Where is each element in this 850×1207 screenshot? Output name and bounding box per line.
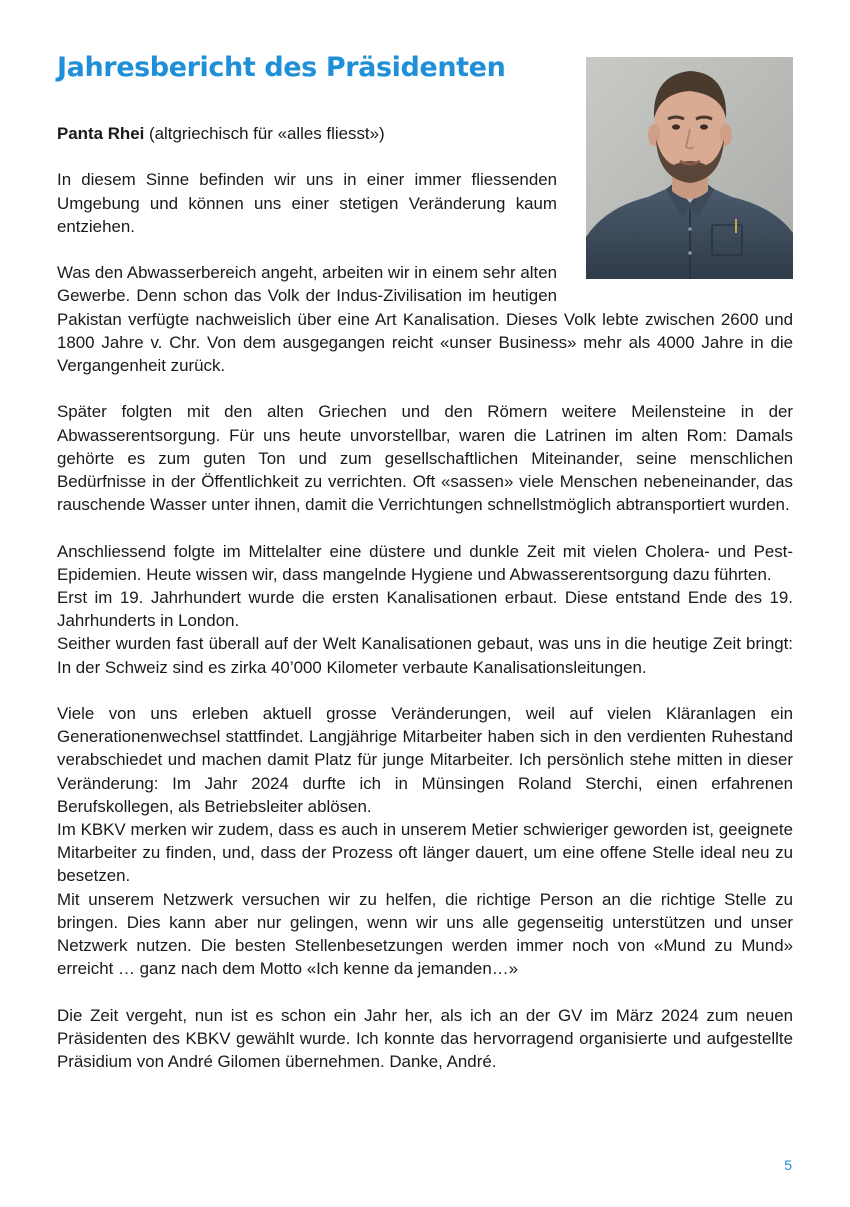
paragraph-8: Im KBKV merken wir zudem, dass es auch in unserem Metier schwieriger geworden ist, geeignete Mitarbeiter zu finden, und, dass der Prozess oft länger dauert, um eine offene Stelle ideal neu zu besetzen. bbox=[57, 820, 793, 886]
photo-spacer bbox=[557, 122, 793, 292]
paragraph-1: In diesem Sinne befinden wir uns in einer immer fliessenden Umgebung und können uns einer stetigen Veränderung kaum entziehen. bbox=[57, 170, 557, 236]
paragraph-2: Was den Abwasserbereich angeht, arbeiten wir in einem sehr alten Gewerbe. Denn schon das Volk der Indus-Zivilisation im heutigen Pakistan verfügte nachweislich über eine Art Kanalisation. Dieses Volk lebte zwischen 2600 und 1800 Jahre v. Chr. Von dem ausgegangen reicht «unser Business» mehr als 4000 Jahre in die Vergangenheit zurück. bbox=[57, 263, 793, 375]
paragraph-9: Mit unserem Netzwerk versuchen wir zu helfen, die richtige Person an die richtige Stelle zu bringen. Dies kann aber nur gelingen, wenn wir uns alle gegenseitig unterstützen und unser Netzwerk nutzen. Die besten Stellenbesetzungen werden immer noch von «Mund zu Mund» erreicht … ganz nach dem Motto «Ich kenne da jemanden…» bbox=[57, 889, 793, 979]
lead-strong: Panta Rhei bbox=[57, 124, 145, 143]
paragraph-6: Seither wurden fast überall auf der Welt Kanalisationen gebaut, was uns in die heutige Zeit bringt: In der Schweiz sind es zirka 40’000 Kilometer verbaute Kanalisationsleitungen. bbox=[57, 634, 793, 677]
report-body bbox=[57, 122, 793, 1073]
paragraph-4: Anschliessend folgte im Mittelalter eine düstere und dunkle Zeit mit vielen Cholera- und Pest-Epidemien. Heute wissen wir, dass mangelnde Hygiene und Abwasserentsorgung dazu führten. bbox=[57, 541, 793, 584]
page-number: 5 bbox=[784, 1157, 792, 1173]
paragraph-3: Später folgten mit den alten Griechen und den Römern weitere Meilensteine in der Abwasserentsorgung. Für uns heute unvorstellbar, waren die Latrinen im alten Rom: Damals gehörte es zum guten Ton und zum gesellschaftlichen Miteinander, seine menschlichen Bedürfnisse in der Öffentlichkeit zu verrichten. Oft «sassen» viele Menschen nebeneinander, das rauschende Wasser unter ihnen, damit die Verrichtungen schnellstmöglich abtransportiert wurden. bbox=[57, 402, 793, 515]
page-title: Jahresbericht des Präsidenten bbox=[57, 52, 506, 83]
paragraph-10: Die Zeit vergeht, nun ist es schon ein Jahr her, als ich an der GV im März 2024 zum neuen Präsidenten des KBKV gewählt wurde. Ich konnte das hervorragend organisierte und aufgestellte Präsidium von André Gilomen übernehmen. Danke, André. bbox=[57, 1005, 793, 1072]
lead-rest: (altgriechisch für «alles fliesst») bbox=[144, 124, 385, 143]
paragraph-7: Viele von uns erleben aktuell grosse Veränderungen, weil auf vielen Kläranlagen ein Generationenwechsel stattfindet. Langjährige Mitarbeiter haben sich in den verdienten Ruhestand verabschiedet und machen damit Platz für junge Mitarbeiter. Ich persönlich stehe mitten in dieser Veränderung: Im Jahr 2024 durfte ich in Münsingen Roland Sterchi, einen erfahrenen Berufskollegen, als Betriebsleiter ablösen. bbox=[57, 704, 793, 816]
paragraph-5: Erst im 19. Jahrhundert wurde die ersten Kanalisationen erbaut. Diese entstand Ende des 19. Jahrhunderts in London. bbox=[57, 588, 793, 631]
